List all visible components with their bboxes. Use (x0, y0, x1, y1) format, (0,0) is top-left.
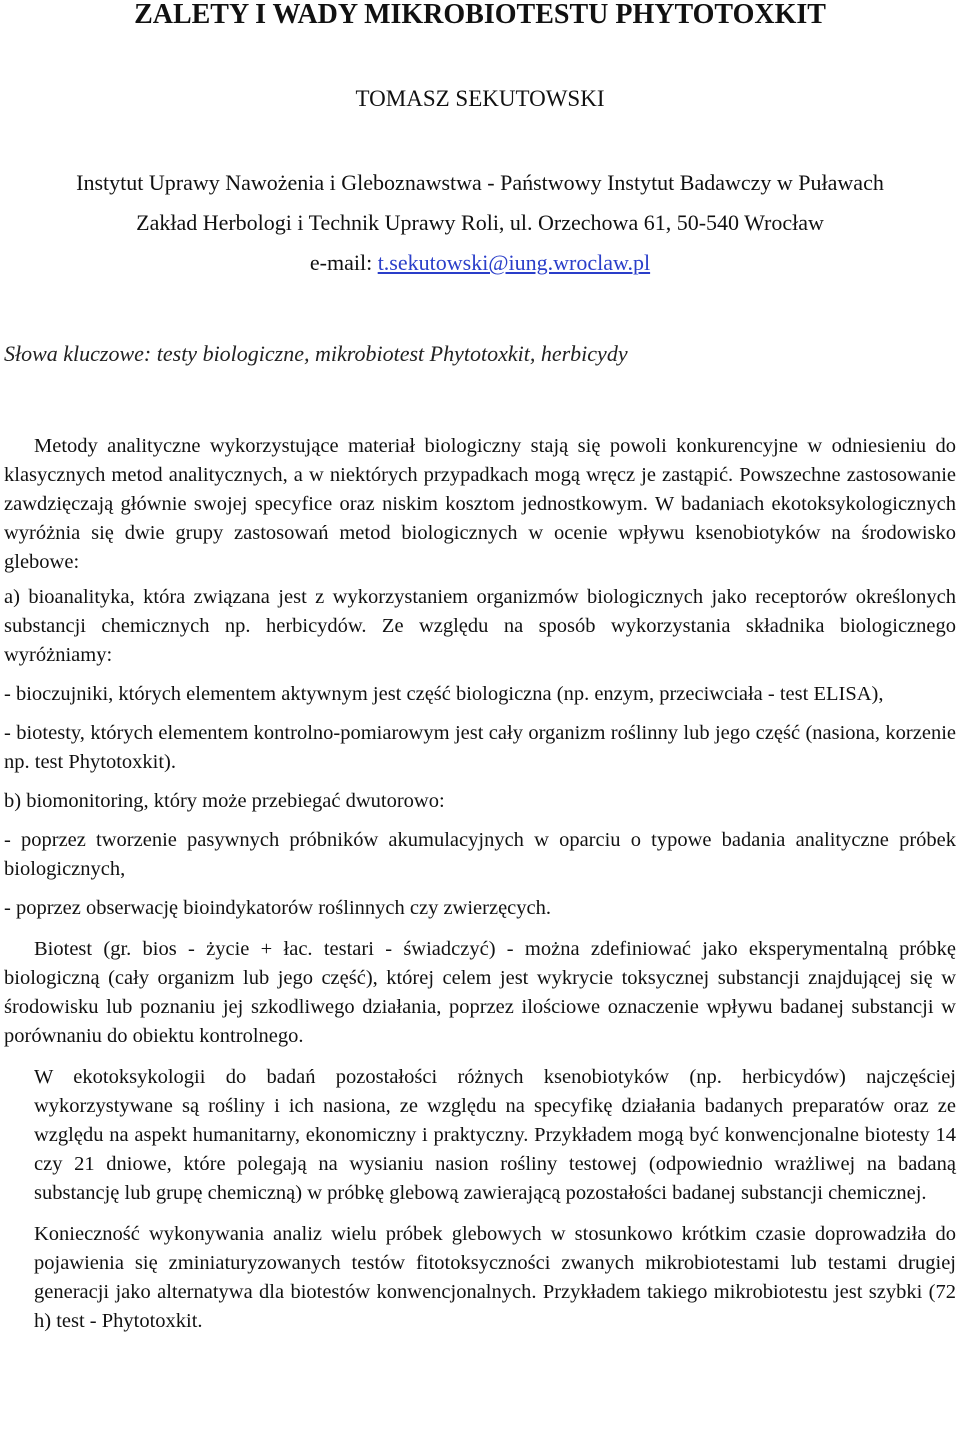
paragraph-intro: Metody analityczne wykorzystujące materiał biologiczny stają się powoli konkurencyjne w odniesieniu do klasycznych metod analitycznych, a w niektórych przypadkach mogą wręcz je zastąpić. Powszechne zastosowanie zawdzięczają głównie swojej specyfice oraz niskim kosztom jednostkowym. W badaniach ekotoksykologicznych wyróżnia się dwie grupy zastosowań metod biologicznych w ocenie wpływu ksenobiotyków na środowisko glebowe: (4, 435, 956, 573)
paper-title: ZALETY I WADY MIKROBIOTESTU PHYTOTOXKIT (134, 0, 826, 30)
author-name: TOMASZ SEKUTOWSKI (355, 86, 605, 111)
affiliation-line-1: Instytut Uprawy Nawożenia i Gleboznawstwa - Państwowy Instytut Badawczy w Puławach (76, 170, 884, 195)
paragraph-bioanalytics: a) bioanalityka, która związana jest z wykorzystaniem organizmów biologicznych jako receptorów określonych substancji chemicznych np. herbicydów. Ze względu na sposób wykorzystania składnika biologicznego wyróżniamy: (4, 586, 956, 666)
paragraph-ecotoxicology: W ekotoksykologii do badań pozostałości różnych ksenobiotyków (np. herbicydów) najczęściej wykorzystywane są rośliny i ich nasiona, ze względu na specyfikę działania badanych preparatów oraz ze względu na aspekt humanitarny, ekonomiczny i praktyczny. Przykładem mogą być konwencjonalne biotesty 14 czy 21 dniowe, które polegają na wysianiu nasion rośliny testowej (odpowiednio wrażliwej na badaną substancję lub grupę chemiczną) w próbkę glebową zawierającą pozostałości badanej substancji chemicznej. (34, 1066, 956, 1204)
paragraph-biotests: - biotesty, których elementem kontrolno-pomiarowym jest cały organizm roślinny lub jego część (nasiona, korzenie np. test Phytotoxkit). (4, 722, 956, 773)
paragraph-biosensors: - bioczujniki, których elementem aktywnym jest część biologiczna (np. enzym, przeciwciała - test ELISA), (4, 683, 884, 705)
paragraph-passive-samplers: - poprzez tworzenie pasywnych próbników akumulacyjnych w oparciu o typowe badania analityczne próbek biologicznych, (4, 829, 956, 880)
paragraph-bioindicators: - poprzez obserwację bioindykatorów roślinnych czy zwierzęcych. (4, 897, 552, 919)
email-line (0, 248, 960, 278)
paragraph-biotest-definition: Biotest (gr. bios - życie + łac. testari - świadczyć) - można zdefiniować jako eksperymentalną próbkę biologiczną (cały organizm lub jego część), której celem jest wykrycie toksycznej substancji znajdującej się w środowisku lub poznaniu jej szkodliwego działania, poprzez ilościowe oznaczenie wpływu badanej substancji w porównaniu do obiektu kontrolnego. (4, 938, 956, 1047)
paragraph-biomonitoring: b) biomonitoring, który może przebiegać dwutorowo: (4, 790, 445, 812)
affiliation-line-2: Zakład Herbologi i Technik Uprawy Roli, ul. Orzechowa 61, 50-540 Wrocław (136, 210, 824, 235)
email-label: e-mail: (309, 250, 378, 275)
paragraph-microbiotests: Konieczność wykonywania analiz wielu próbek glebowych w stosunkowo krótkim czasie doprowadziła do pojawienia się zminiaturyzowanych testów fitotoksyczności zwanych mikrobiotestami lub testami drugiej generacji jako alternatywa dla biotestów konwencjonalnych. Przykładem takiego mikrobiotestu jest szybki (72 h) test - Phytotoxkit. (34, 1223, 956, 1332)
keywords: Słowa kluczowe: testy biologiczne, mikrobiotest Phytotoxkit, herbicydy (4, 341, 628, 366)
email-link[interactable]: t.sekutowski@iung.wroclaw.pl (377, 250, 651, 275)
body-text (4, 432, 956, 1336)
